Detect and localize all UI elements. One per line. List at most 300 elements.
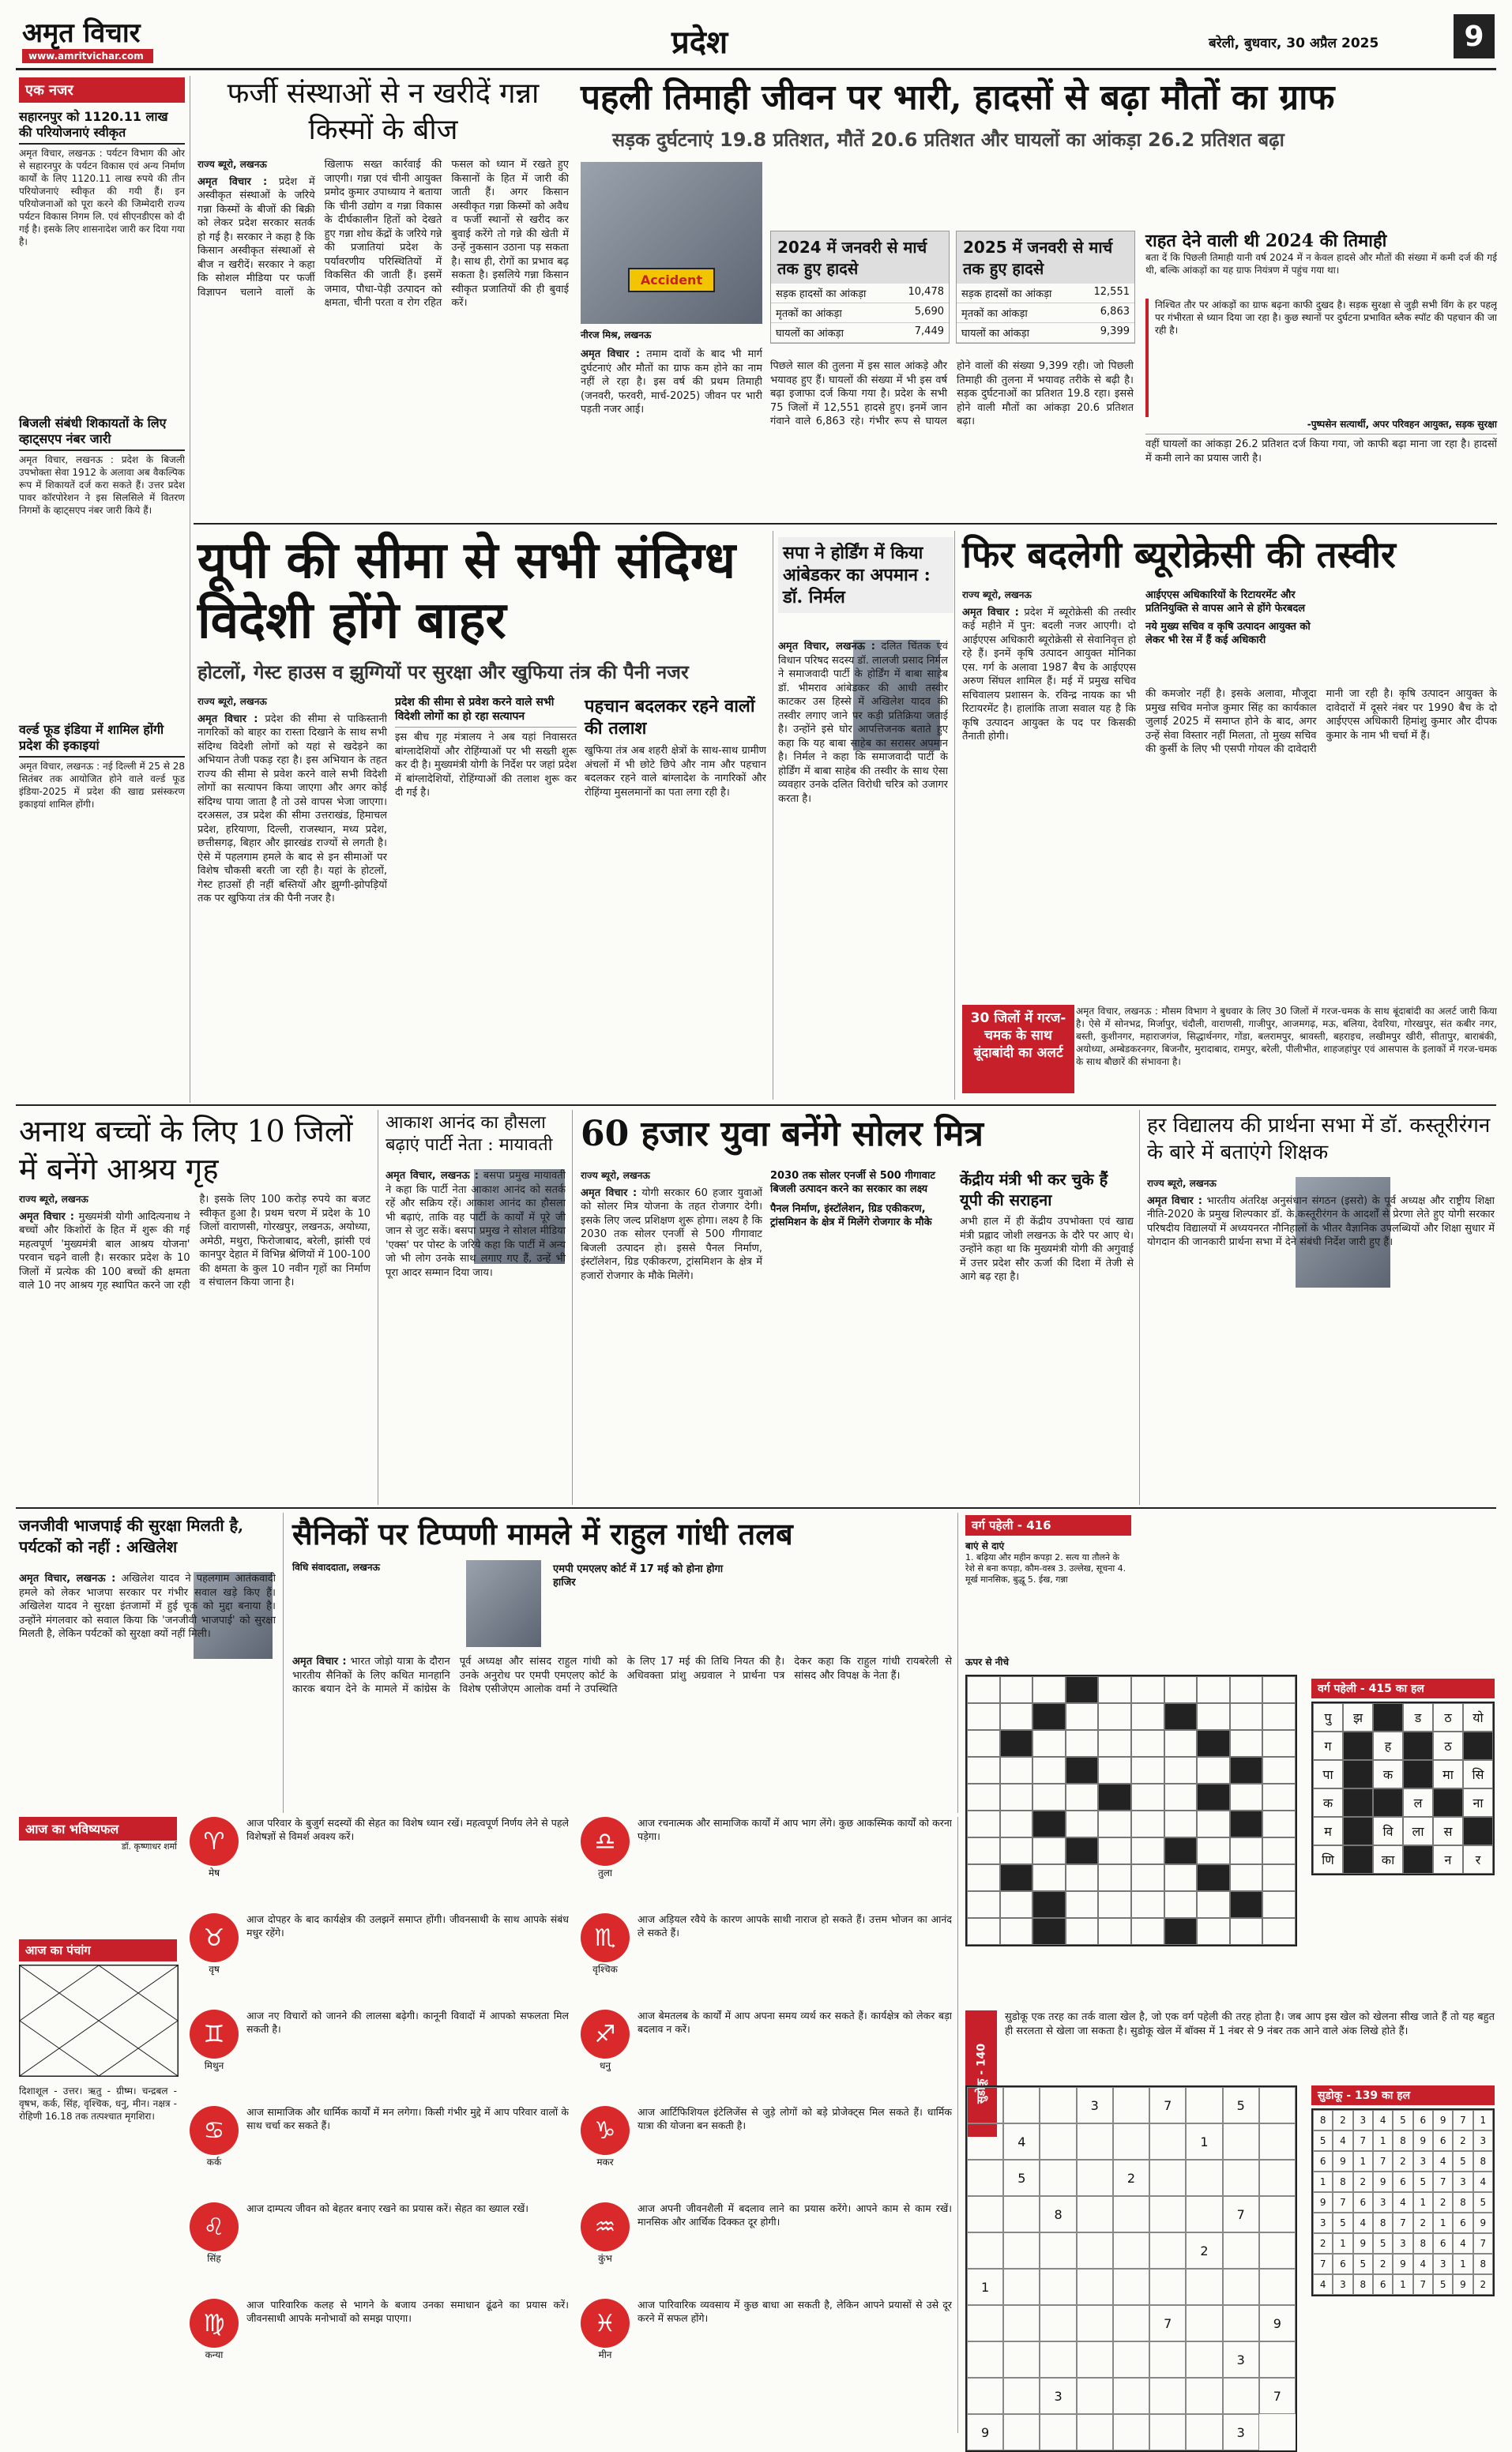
sudoku-puzzle-grid[interactable] — [965, 2085, 1297, 2452]
crossword-cell[interactable] — [1032, 1757, 1066, 1784]
sudoku-cell[interactable] — [967, 2123, 1003, 2160]
sudoku-cell[interactable]: 5 — [1223, 2087, 1259, 2123]
sudoku-answer-cell: 9 — [1453, 2274, 1473, 2295]
sudoku-answer-cell: 8 — [1313, 2110, 1333, 2130]
crossword-cell[interactable] — [967, 1837, 1000, 1864]
crossword-cell[interactable] — [1230, 1864, 1263, 1891]
sudoku-cell[interactable] — [1149, 2414, 1186, 2450]
sudoku-answer-cell: 3 — [1353, 2110, 1373, 2130]
sudoku-cell[interactable] — [1149, 2160, 1186, 2196]
zodiac-name: मकर — [596, 2157, 614, 2168]
sudoku-answer-cell: 8 — [1353, 2274, 1373, 2295]
brief-3-headline: वर्ल्ड फूड इंडिया में शामिल होंगी प्रदेश की इकाइयां — [19, 722, 185, 758]
zodiac-name: धनु — [599, 2060, 611, 2071]
crossword-cell[interactable] — [1066, 1676, 1099, 1703]
sudoku-cell[interactable] — [1003, 2269, 1040, 2305]
zodiac-name: तुला — [597, 1867, 613, 1878]
sudoku-cell[interactable] — [1259, 2196, 1296, 2232]
sudoku-cell[interactable]: 7 — [1149, 2087, 1186, 2123]
zodiac-text: आज अपनी जीवनशैली में बदलाव लाने का प्रयास करेंगे। आपने काम से काम रखें। मानसिक और आर्थिक दिक्कत दूर होगी। — [638, 2202, 952, 2228]
sudoku-answer-grid — [1311, 2108, 1495, 2296]
sudoku-answer-cell: 6 — [1373, 2274, 1393, 2295]
crossword-cell[interactable] — [1197, 1757, 1230, 1784]
sudoku-answer-cell: 4 — [1453, 2233, 1473, 2254]
sudoku-cell[interactable] — [1040, 2341, 1076, 2378]
crossword-cell[interactable] — [1164, 1703, 1198, 1730]
sudoku-cell[interactable] — [1223, 2378, 1259, 2414]
sudoku-cell[interactable] — [1077, 2196, 1113, 2232]
side-tail: वहीं घायलों का आंकड़ा 26.2 प्रतिशत दर्ज किया गया, जो काफी बढ़ा माना जा रहा है। हादसों में कमी लाने का प्रयास जारी है। — [1145, 438, 1497, 464]
border-text: प्रदेश की सीमा से पाकिस्तानी नागरिकों को बाहर का रास्ता दिखाने के साथ सभी संदिग्ध विदेशी लोगों को यहां से खदेड़ने का अभियान तेजी पकड़ रहा है। इस अभियान के तहत राज्य की सीमा से प्रवेश करने वाले सभी विदेशी लोगों का सत्यापन किया जाएगा और अगर कोई संदिग्ध पाया जाता है तो उसे वापस भेजा जाएगा। दरअसल, उत्र प्रदेश की सीमा उत्तराखंड, हिमाचल प्रदेश, हरियाणा, दिल्ली, राजस्थान, मध्य प्रदेश, छत्तीसगढ़, बिहार और झारखंड राज्यों से लगती है। ऐसे में पहलगाम हमले के बाद से इन सीमाओं पर विशेष चौकसी बरती जा रही है। यहां के होटलों, गेस्ट हाउसों ही नहीं बस्तियों और झुग्गी-झोपड़ियों तक पर खुफिया तंत्र की पैनी नजर है। — [197, 713, 387, 904]
orphan-headline: अनाथ बच्चों के लिए 10 जिलों में बनेंगे आश्रय गृह — [19, 1114, 353, 1187]
crossword-cell[interactable] — [1197, 1676, 1230, 1703]
crossword-cell[interactable] — [1262, 1837, 1296, 1864]
sudoku-cell[interactable]: 4 — [1003, 2123, 1040, 2160]
sudoku-cell[interactable] — [1003, 2232, 1040, 2269]
zodiac-text: आज बेमतलब के कार्यों में आप अपना समय व्यर्थ कर सकते हैं। कार्यक्षेत्र को लेकर बड़ा बदलाव न करें। — [638, 2010, 952, 2035]
crossword-cell[interactable] — [1262, 1864, 1296, 1891]
sudoku-cell[interactable] — [1040, 2305, 1076, 2341]
crossword-cell[interactable] — [1197, 1864, 1230, 1891]
sudoku-cell[interactable]: 1 — [1186, 2123, 1222, 2160]
crossword-cell[interactable] — [1131, 1730, 1164, 1757]
crossword-cell[interactable] — [1066, 1918, 1099, 1945]
sudoku-cell[interactable] — [1186, 2341, 1222, 2378]
horoscope-sign — [190, 2010, 569, 2101]
crossword-cell[interactable] — [1000, 1918, 1033, 1945]
sudoku-cell[interactable]: 3 — [1040, 2378, 1076, 2414]
sudoku-cell[interactable] — [1113, 2378, 1149, 2414]
crossword-cell[interactable] — [1131, 1676, 1164, 1703]
horoscope-sign — [190, 2202, 569, 2294]
sudoku-cell[interactable] — [1040, 2087, 1076, 2123]
sudoku-cell[interactable] — [967, 2196, 1003, 2232]
crossword-cell[interactable] — [967, 1757, 1000, 1784]
bureaucracy-bullet-2: नये मुख्य सचिव व कृषि उत्पादन आयुक्त को लेकर भी रेस में हैं कई अधिकारी — [1145, 621, 1311, 646]
solar-bullets — [770, 1169, 952, 1229]
crossword-cell[interactable] — [1000, 1891, 1033, 1918]
crossword-cell[interactable] — [1230, 1730, 1263, 1757]
crossword-cell[interactable] — [1262, 1891, 1296, 1918]
sudoku-cell[interactable] — [1259, 2123, 1296, 2160]
sudoku-cell[interactable] — [1259, 2087, 1296, 2123]
zodiac-icon: ♐ — [581, 2010, 630, 2059]
border-lead: अमृत विचार : — [197, 713, 258, 725]
sudoku-cell[interactable] — [1186, 2378, 1222, 2414]
sudoku-answer-cell: 3 — [1333, 2274, 1352, 2295]
crossword-cell[interactable] — [1164, 1864, 1198, 1891]
sudoku-cell[interactable]: 7 — [1223, 2196, 1259, 2232]
zodiac-name: वृश्चिक — [592, 1964, 618, 1975]
ambedkar-byline: अमृत विचार, लखनऊ : — [778, 641, 875, 652]
crossword-cell[interactable] — [1098, 1676, 1131, 1703]
crossword-cell[interactable] — [1230, 1676, 1263, 1703]
sudoku-cell[interactable] — [1003, 2414, 1040, 2450]
sudoku-cell[interactable] — [1149, 2123, 1186, 2160]
zodiac-icon: ♊ — [190, 2010, 239, 2059]
stats-row: सड़क हादसों का आंकड़ा 12,551 — [957, 284, 1134, 303]
accident-headline: पहली तिमाही जीवन पर भारी, हादसों से बढ़ा मौतों का ग्राफ — [581, 77, 1335, 118]
sudoku-cell[interactable] — [1077, 2305, 1113, 2341]
crossword-cell[interactable] — [1032, 1864, 1066, 1891]
sudoku-cell[interactable] — [1077, 2123, 1113, 2160]
sudoku-answer-cell: 5 — [1453, 2151, 1473, 2172]
crossword-across-label: बाएं से दाएं — [965, 1540, 1005, 1551]
crossword-cell[interactable] — [1066, 1703, 1099, 1730]
rahul-box: एमपी एमएलए कोर्ट में 17 मई को होना होगा हाजिर — [553, 1563, 724, 1589]
sudoku-answer-cell: 8 — [1473, 2254, 1493, 2274]
crossword-cell[interactable] — [1032, 1837, 1066, 1864]
zodiac-name: कन्या — [205, 2349, 224, 2360]
sudoku-cell[interactable]: 2 — [1113, 2160, 1149, 2196]
border-headline: यूपी की सीमा से सभी संदिग्ध विदेशी होंगे बाहर — [197, 531, 736, 650]
crossword-cell[interactable] — [967, 1784, 1000, 1811]
sudoku-cell[interactable]: 7 — [1149, 2305, 1186, 2341]
paper-url[interactable]: www.amritvichar.com — [22, 49, 153, 63]
sudoku-cell[interactable] — [1113, 2269, 1149, 2305]
ganna-lead: अमृत विचार : — [197, 175, 268, 188]
sudoku-answer-cell: 9 — [1433, 2110, 1453, 2130]
horoscope-signs-left — [190, 1817, 569, 2395]
sudoku-cell[interactable] — [967, 2232, 1003, 2269]
crossword-cell[interactable] — [967, 1676, 1000, 1703]
sudoku-cell[interactable]: 3 — [1223, 2414, 1259, 2450]
sudoku-cell[interactable]: 3 — [1077, 2087, 1113, 2123]
crossword-cell[interactable] — [967, 1864, 1000, 1891]
sudoku-cell[interactable] — [1259, 2269, 1296, 2305]
crossword-cell[interactable] — [1098, 1784, 1131, 1811]
dateline: बरेली, बुधवार, 30 अप्रैल 2025 — [1209, 36, 1379, 51]
crossword-cell[interactable] — [1230, 1811, 1263, 1837]
sudoku-cell[interactable] — [1077, 2269, 1113, 2305]
border-col-2 — [395, 695, 577, 1098]
sudoku-answer-cell: 2 — [1433, 2192, 1453, 2213]
crossword-cell[interactable] — [1032, 1730, 1066, 1757]
mayawati-text: बसपा प्रमुख मायावती ने कहा कि पार्टी नेता आकाश आनंद को सतर्क रहें और सक्रिय रहें। आकाश आनंद का हौसला भी बढ़ाएं, ताकि वह पार्टी के कार्यों में पूरे जी जान से जुट सकें। बसपा प्रमुख ने सोशल मीडिया 'एक्स' पर पोस्ट के जरिये कहा कि पार्टी में अन्य जो भी लोग उनके साथ लगाए गए हैं, उन्हें भी पूरा आदर सम्मान दिया जाय। — [386, 1170, 566, 1279]
crossword-cell[interactable] — [1066, 1837, 1099, 1864]
crossword-cell[interactable] — [1032, 1784, 1066, 1811]
sudoku-cell[interactable] — [1149, 2196, 1186, 2232]
crossword-cell[interactable] — [967, 1918, 1000, 1945]
school-lead: अमृत विचार : — [1147, 1194, 1202, 1207]
crossword-down-label: ऊपर से नीचे — [965, 1657, 1009, 1668]
zodiac-text: आज सामाजिक और धार्मिक कार्यों में मन लगेगा। किसी गंभीर मुद्दे में आप परिवार वालों के साथ चर्चा कर सकते हैं। — [246, 2106, 569, 2131]
crossword-answer-cell — [1343, 1732, 1373, 1760]
crossword-cell[interactable] — [1164, 1811, 1198, 1837]
sudoku-cell[interactable] — [1003, 2378, 1040, 2414]
sudoku-cell[interactable] — [1040, 2414, 1076, 2450]
sudoku-cell[interactable] — [1186, 2269, 1222, 2305]
crossword-cell[interactable] — [1197, 1703, 1230, 1730]
crossword-cell[interactable] — [1164, 1676, 1198, 1703]
zodiac-text: आज अड़ियल रवैये के कारण आपके साथी नाराज हो सकते हैं। उत्तम भोजन का आनंद ले सकते हैं। — [638, 1913, 952, 1939]
sudoku-answer-cell: 2 — [1473, 2274, 1493, 2295]
briefs-column — [19, 77, 185, 1120]
sudoku-answer-cell: 6 — [1413, 2110, 1433, 2130]
sudoku-cell[interactable] — [1223, 2232, 1259, 2269]
sudoku-answer-cell: 6 — [1333, 2254, 1352, 2274]
crossword-cell[interactable] — [1230, 1784, 1263, 1811]
crossword-cell[interactable] — [1197, 1891, 1230, 1918]
stats-2024-title: 2024 में जनवरी से मार्च तक हुए हादसे — [771, 231, 949, 284]
sudoku-answer-cell: 9 — [1353, 2233, 1373, 2254]
crossword-cell[interactable] — [1066, 1864, 1099, 1891]
sudoku-cell[interactable] — [967, 2378, 1003, 2414]
crossword-cell[interactable] — [1032, 1676, 1066, 1703]
paper-name: अमृत विचार — [22, 17, 141, 49]
sudoku-cell[interactable] — [1003, 2341, 1040, 2378]
stats-box-2024 — [770, 231, 950, 344]
sudoku-cell[interactable] — [1113, 2414, 1149, 2450]
kundali-chart — [19, 1965, 179, 2077]
sudoku-answer-cell: 3 — [1413, 2151, 1433, 2172]
bureaucracy-bullet-1: आईएएस अधिकारियों के रिटायरमेंट और प्रतिनियुक्ति से वापस आने से होंगे फेरबदल — [1145, 589, 1306, 615]
crossword-cell[interactable] — [1131, 1891, 1164, 1918]
solar-bullet-2: पैनल निर्माण, इंस्टॉलेशन, ग्रिड एकीकरण, ट्रांसमिशन के क्षेत्र में मिलेंगे रोजगार के मौके — [770, 1203, 932, 1228]
crossword-cell[interactable] — [1000, 1703, 1033, 1730]
sudoku-answer-title: सुडोकू - 139 का हल — [1311, 2085, 1495, 2105]
school-headline: हर विद्यालय की प्रार्थना सभा में डॉ. कस्तूरीरंगन के बारे में बताएंगे शिक्षक — [1147, 1114, 1491, 1164]
sudoku-cell[interactable] — [1003, 2087, 1040, 2123]
sudoku-cell[interactable] — [1003, 2305, 1040, 2341]
sudoku-cell[interactable] — [1259, 2232, 1296, 2269]
crossword-cell[interactable] — [1066, 1811, 1099, 1837]
sudoku-puzzle-wrap — [965, 2085, 1297, 2452]
crossword-cell[interactable] — [1000, 1811, 1033, 1837]
sudoku-answer-cell: 4 — [1333, 2130, 1352, 2151]
sudoku-cell[interactable] — [1113, 2341, 1149, 2378]
crossword-cell[interactable] — [1000, 1730, 1033, 1757]
sudoku-cell[interactable] — [1259, 2160, 1296, 2196]
weather-alert-text: अमृत विचार, लखनऊ : मौसम विभाग ने बुधवार के लिए 30 जिलों में गरज-चमक के साथ बूंदाबांदी का अलर्ट जारी किया है। ऐसे में सोनभद्र, मिर्जापुर, चंदौली, वाराणसी, गाजीपुर, आजमगढ़, मऊ, बलिया, देवरिया, गोरखपुर, संत कबीर नगर, बस्ती, कुशीनगर, महाराजगंज, सिद्धार्थनगर, गोंडा, बलरामपुर, श्रावस्ती, बहराइच, लखीमपुर खीरी, सीतापुर, बाराबंकी, अयोध्या, अम्बेडकरनगर, बिजनौर, मुरादाबाद, रामपुर, बरेली, पीलीभीत, शाहजहांपुर एवं आसपास के इलाकों में गरज-चमक के साथ बौछारें की संभावना है। — [1076, 1006, 1497, 1067]
horoscope-sign — [190, 2106, 569, 2198]
sudoku-cell[interactable] — [1113, 2196, 1149, 2232]
sudoku-answer-cell: 1 — [1473, 2110, 1493, 2130]
bureaucracy-text2: की कमजोर नहीं है। इसके अलावा, मौजूदा प्रमुख सचिव मनोज कुमार सिंह का कार्यकाल जुलाई 2025 में समाप्त होने के बाद, अगर उन्हें सेवा विस्तार नहीं मिलता, तो मुख्य सचिव की कुर्सी के लिए भी एसपी गोयल की दावेदारी मानी जा रही है। कृषि उत्पादन आयुक्त के दावेदारों में दूसरे नंबर पर 1990 बैच के दो आईएएस अधिकारी हिमांशु कुमार और दीपक कुमार के नाम भी चर्चा में हैं। — [1145, 688, 1497, 755]
crossword-cell[interactable] — [1262, 1811, 1296, 1837]
sudoku-cell[interactable] — [967, 2305, 1003, 2341]
sudoku-cell[interactable]: 9 — [967, 2414, 1003, 2450]
sudoku-cell[interactable] — [1223, 2123, 1259, 2160]
sudoku-cell[interactable] — [1186, 2087, 1222, 2123]
sudoku-answer-cell: 4 — [1433, 2151, 1453, 2172]
orphan-text: मुख्यमंत्री योगी आदित्यनाथ ने बच्चों और किशोरों के हित में शुरू की गई महत्वपूर्ण 'मुख्यमंत्री बाल आश्रय योजना' परवान चढ़ने वाली है। सरकार प्रदेश के 10 जिलों में प्रत्येक की 100 बच्चों की क्षमता वाले 10 नए आश्रय गृह स्थापित करने जा रही है। इसके लिए 100 करोड़ रुपये का बजट स्वीकृत हुआ है। प्रथम चरण में प्रदेश के 10 जिलों वाराणसी, गोरखपुर, लखनऊ, अयोध्या, अमेठी, मथुरा, फिरोजाबाद, बरेली, झांसी एवं कानपुर देहात में विभिन्न श्रेणियों में 100-100 की क्षमता के कुल 10 नवीन गृहों का निर्माण व संचालन किया जाना है। — [19, 1194, 370, 1292]
sudoku-cell[interactable] — [1113, 2232, 1149, 2269]
sudoku-cell[interactable] — [967, 2087, 1003, 2123]
sudoku-cell[interactable] — [1149, 2341, 1186, 2378]
crossword-cell[interactable] — [967, 1730, 1000, 1757]
sudoku-cell[interactable] — [1040, 2160, 1076, 2196]
sudoku-answer-cell: 5 — [1433, 2274, 1453, 2295]
crossword-cell[interactable] — [1262, 1757, 1296, 1784]
sudoku-cell[interactable]: 5 — [1003, 2160, 1040, 2196]
border-subhead: होटलों, गेस्ट हाउस व झुग्गियों पर सुरक्षा और खुफिया तंत्र की पैनी नजर — [197, 661, 689, 683]
solar-bullet-1: 2030 तक सोलर एनर्जी से 500 गीगावाट बिजली उत्पादन करने का सरकार का लक्ष्य — [770, 1170, 935, 1195]
crossword-cell[interactable] — [1197, 1784, 1230, 1811]
sudoku-answer-cell: 3 — [1373, 2192, 1393, 2213]
crossword-cell[interactable] — [1032, 1891, 1066, 1918]
sudoku-answer-cell: 9 — [1333, 2151, 1352, 2172]
sudoku-cell[interactable] — [1186, 2305, 1222, 2341]
horoscope-sign — [581, 2202, 952, 2294]
crossword-answer-grid — [1311, 1702, 1495, 1875]
crossword-cell[interactable] — [1000, 1757, 1033, 1784]
crossword-cell[interactable] — [1262, 1730, 1296, 1757]
sudoku-answer-cell: 8 — [1373, 2213, 1393, 2233]
sudoku-answer-cell: 7 — [1333, 2192, 1352, 2213]
sudoku-cell[interactable] — [1077, 2414, 1113, 2450]
zodiac-icon: ♍ — [190, 2299, 239, 2348]
crossword-cell[interactable] — [1262, 1918, 1296, 1945]
sudoku-cell[interactable]: 8 — [1040, 2196, 1076, 2232]
crossword-cell[interactable] — [1262, 1703, 1296, 1730]
crossword-cell[interactable] — [1066, 1891, 1099, 1918]
zodiac-icon: ♓ — [581, 2299, 630, 2348]
crossword-cell[interactable] — [1164, 1918, 1198, 1945]
crossword-cell[interactable] — [1000, 1676, 1033, 1703]
crossword-cell[interactable] — [1230, 1891, 1263, 1918]
crossword-cell[interactable] — [1000, 1784, 1033, 1811]
crossword-cell[interactable] — [1066, 1730, 1099, 1757]
crossword-cell[interactable] — [1032, 1703, 1066, 1730]
sudoku-cell[interactable]: 3 — [1223, 2341, 1259, 2378]
sudoku-cell[interactable] — [1223, 2160, 1259, 2196]
sudoku-cell[interactable] — [1149, 2269, 1186, 2305]
sudoku-answer-cell: 2 — [1413, 2213, 1433, 2233]
crossword-cell[interactable] — [1131, 1703, 1164, 1730]
crossword-cell[interactable] — [1098, 1730, 1131, 1757]
crossword-cell[interactable] — [1066, 1784, 1099, 1811]
sudoku-cell[interactable]: 1 — [967, 2269, 1003, 2305]
sudoku-cell[interactable] — [1040, 2123, 1076, 2160]
sudoku-cell[interactable]: 7 — [1259, 2378, 1296, 2414]
zodiac-text: आज दोपहर के बाद कार्यक्षेत्र की उलझनें समाप्त होंगी। जीवनसाथी के साथ आपके संबंध मधुर रहेंगे। — [246, 1913, 569, 1939]
crossword-cell[interactable] — [1164, 1757, 1198, 1784]
sudoku-answer-cell: 6 — [1313, 2151, 1333, 2172]
sudoku-cell[interactable] — [1113, 2087, 1149, 2123]
crossword-cell[interactable] — [1032, 1811, 1066, 1837]
sudoku-cell[interactable]: 2 — [1186, 2232, 1222, 2269]
warning-icon: Accident — [628, 268, 715, 292]
crossword-answer-cell: ठ — [1433, 1703, 1463, 1732]
crossword-cell[interactable] — [1262, 1676, 1296, 1703]
crossword-cell[interactable] — [1098, 1891, 1131, 1918]
crossword-cell[interactable] — [1164, 1891, 1198, 1918]
crossword-cell[interactable] — [1098, 1837, 1131, 1864]
crossword-cell[interactable] — [967, 1703, 1000, 1730]
sudoku-cell[interactable] — [1149, 2378, 1186, 2414]
sudoku-answer-cell: 8 — [1393, 2130, 1412, 2151]
crossword-answer-cell: म — [1313, 1817, 1343, 1845]
solar-headline: 60 हजार युवा बनेंगे सोलर मित्र — [581, 1114, 984, 1154]
crossword-cell[interactable] — [1230, 1918, 1263, 1945]
sudoku-cell[interactable] — [1077, 2378, 1113, 2414]
crossword-cell[interactable] — [1000, 1864, 1033, 1891]
sudoku-cell[interactable] — [1223, 2269, 1259, 2305]
bureaucracy-headline: फिर बदलेगी ब्यूरोक्रेसी की तस्वीर — [962, 533, 1396, 576]
sudoku-cell[interactable] — [1186, 2196, 1222, 2232]
sudoku-cell[interactable] — [1186, 2160, 1222, 2196]
crossword-cell[interactable] — [1164, 1730, 1198, 1757]
sudoku-cell[interactable] — [1149, 2232, 1186, 2269]
sudoku-cell[interactable] — [1113, 2123, 1149, 2160]
crossword-cell[interactable] — [1000, 1837, 1033, 1864]
crossword-cell[interactable] — [1131, 1837, 1164, 1864]
crossword-cell[interactable] — [1164, 1837, 1198, 1864]
crossword-cell[interactable] — [1164, 1784, 1198, 1811]
crossword-cell[interactable] — [1197, 1918, 1230, 1945]
crossword-cell[interactable] — [1262, 1784, 1296, 1811]
crossword-cell[interactable] — [1131, 1864, 1164, 1891]
crossword-cell[interactable] — [1098, 1811, 1131, 1837]
sudoku-cell[interactable] — [1186, 2414, 1222, 2450]
crossword-cell[interactable] — [967, 1811, 1000, 1837]
crossword-cell[interactable] — [1098, 1864, 1131, 1891]
crossword-cell[interactable] — [1066, 1757, 1099, 1784]
sudoku-cell[interactable] — [1113, 2305, 1149, 2341]
brief-1-text: अमृत विचार, लखनऊ : पर्यटन विभाग की ओर से सहारनपुर के पर्यटन विकास एवं अन्य निर्माण कार्यों के लिए 1120.11 लाख रुपये की तीन परियोजनाएं स्वीकृत की गयी हैं। इन परियोजनाओं को पूरा करने की जिम्मेदारी राज्य पर्यटन विकास निगम लि. एवं सीएनडीएस को दी गई है। इसके लिए शासनादेश जारी कर दिया गया है। — [19, 148, 185, 247]
crossword-answer-cell: ला — [1403, 1817, 1433, 1845]
crossword-cell[interactable] — [1098, 1918, 1131, 1945]
crossword-cell[interactable] — [1131, 1918, 1164, 1945]
crossword-cell[interactable] — [1197, 1811, 1230, 1837]
crossword-cell[interactable] — [1230, 1837, 1263, 1864]
sudoku-cell[interactable] — [967, 2341, 1003, 2378]
crossword-cell[interactable] — [1032, 1918, 1066, 1945]
sudoku-cell[interactable] — [1259, 2341, 1296, 2378]
zodiac-name: मेष — [208, 1867, 220, 1878]
zodiac-text: आज आर्टिफिशियल इंटेलिजेंस से जुड़े लोगों को बड़े प्रोजेक्ट्स मिल सकते हैं। धार्मिक यात्रा की योजना बन सकती है। — [638, 2106, 952, 2131]
crossword-cell[interactable] — [1230, 1757, 1263, 1784]
sudoku-cell[interactable] — [1077, 2160, 1113, 2196]
sudoku-cell[interactable] — [1040, 2269, 1076, 2305]
zodiac-name: कर्क — [206, 2157, 222, 2168]
crossword-cell[interactable] — [1230, 1703, 1263, 1730]
central-text: अभी हाल में ही केंद्रीय उपभोक्ता एवं खाद्य मंत्री प्रह्लाद जोशी लखनऊ के दौरे पर आए थे। उन्होंने कहा था कि मुख्यमंत्री योगी की अगुवाई में उत्तर प्रदेश सौर ऊर्जा की दिशा में तेजी से आगे बढ़ रहा है। — [960, 1216, 1134, 1283]
sudoku-cell[interactable] — [967, 2160, 1003, 2196]
sudoku-cell[interactable]: 9 — [1259, 2305, 1296, 2341]
horoscope-sign — [581, 1817, 952, 1909]
crossword-cell[interactable] — [1197, 1730, 1230, 1757]
crossword-grid[interactable] — [965, 1675, 1297, 1946]
crossword-cell[interactable] — [1131, 1811, 1164, 1837]
zodiac-name: कुंभ — [598, 2253, 612, 2264]
ambedkar-headline: सपा ने होर्डिंग में किया आंबेडकर का अपमान : डॉ. निर्मल — [783, 543, 931, 607]
sudoku-cell[interactable] — [1223, 2305, 1259, 2341]
crossword-cell[interactable] — [1131, 1784, 1164, 1811]
akhilesh-story — [19, 1572, 276, 1809]
sudoku-cell[interactable] — [1003, 2196, 1040, 2232]
crossword-cell[interactable] — [1098, 1757, 1131, 1784]
sudoku-cell[interactable] — [1077, 2341, 1113, 2378]
sudoku-answer-cell: 1 — [1393, 2274, 1412, 2295]
stats-box-2025 — [956, 231, 1135, 344]
zodiac-icon: ♒ — [581, 2202, 630, 2251]
sudoku-answer-cell: 2 — [1333, 2110, 1352, 2130]
zodiac-text: आज रचनात्मक और सामाजिक कार्यों में आप भाग लेंगे। कुछ आकस्मिक कार्यों को करना पड़ेगा। — [638, 1817, 952, 1842]
crossword-cell[interactable] — [1098, 1703, 1131, 1730]
zodiac-name: वृष — [209, 1964, 220, 1975]
sudoku-answer-cell: 3 — [1433, 2254, 1453, 2274]
crossword-answer-cell — [1373, 1788, 1403, 1817]
crossword-cell[interactable] — [1131, 1757, 1164, 1784]
crossword-cell[interactable] — [967, 1891, 1000, 1918]
sudoku-cell[interactable] — [1077, 2232, 1113, 2269]
sudoku-cell[interactable] — [1040, 2232, 1076, 2269]
sudoku-answer-cell: 1 — [1313, 2172, 1333, 2192]
crossword-cell[interactable] — [1197, 1837, 1230, 1864]
zodiac-name: सिंह — [207, 2253, 221, 2264]
